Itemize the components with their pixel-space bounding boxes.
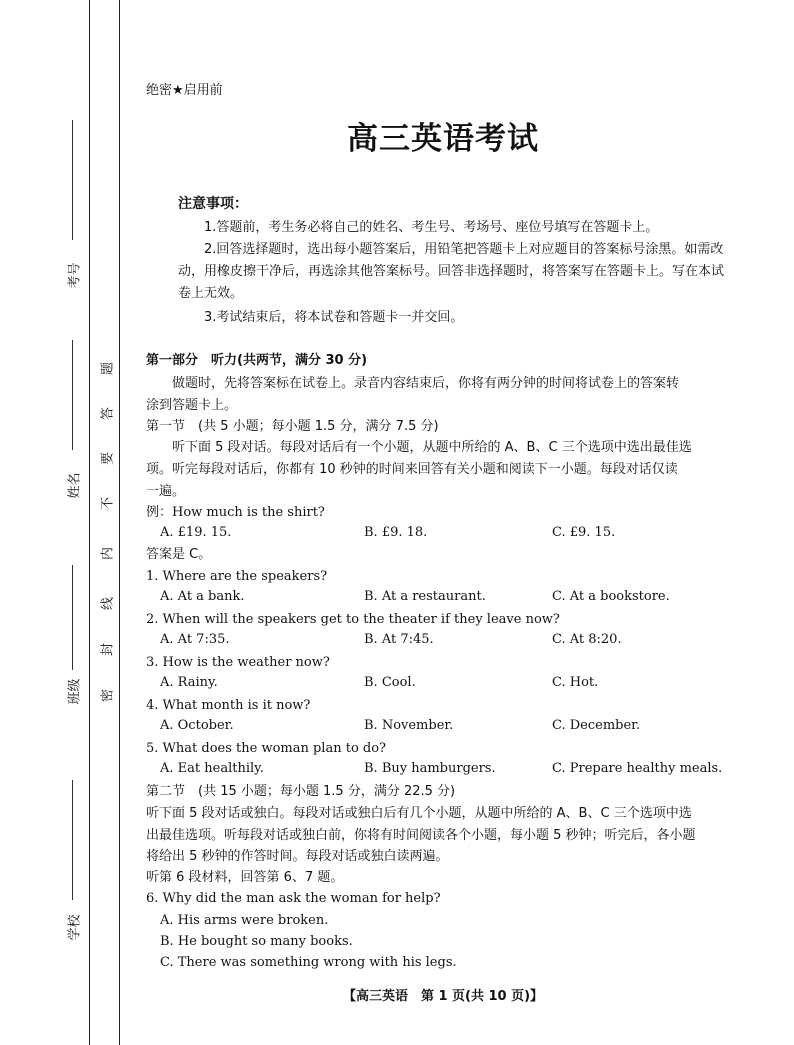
q5-option-c: C. Prepare healthy meals. bbox=[552, 761, 723, 776]
seal-char: 不 bbox=[100, 497, 116, 511]
seal-char: 要 bbox=[100, 452, 116, 466]
q6-option-a: A. His arms were broken. bbox=[160, 913, 329, 928]
q3-option-b: B. Cool. bbox=[364, 675, 416, 690]
q4-option-c: C. December. bbox=[552, 718, 641, 733]
question-1: 1. Where are the speakers? bbox=[146, 569, 328, 584]
seal-char: 题 bbox=[100, 362, 116, 376]
q1-option-a: A. At a bank. bbox=[160, 589, 245, 604]
school-label: 学校 bbox=[67, 914, 83, 941]
notice-item: 2.回答选择题时，选出每小题答案后，用铅笔把答题卡上对应题目的答案标号涂黑。如需改动，用橡皮擦干净后，再选涂其他答案标号。回答非选择题时，将答案写在答题卡上。写在本试卷上无效。 bbox=[178, 242, 725, 301]
seal-char: 封 bbox=[100, 643, 116, 657]
name-label: 姓名 bbox=[67, 472, 83, 499]
example-option-c: C. £9. 15. bbox=[552, 525, 616, 540]
q2-option-c: C. At 8:20. bbox=[552, 632, 622, 647]
notice-heading: 注意事项： bbox=[178, 196, 248, 212]
page-title: 高三英语考试 bbox=[347, 121, 539, 157]
q1-option-c: C. At a bookstore. bbox=[552, 589, 670, 604]
section2-heading: 第二节 (共 15 小题；每小题 1.5 分，满分 22.5 分) bbox=[146, 784, 456, 799]
secret-mark: 绝密★启用前 bbox=[146, 83, 223, 98]
binding-line-outer bbox=[89, 0, 90, 1045]
q4-option-b: B. November. bbox=[364, 718, 454, 733]
school-field[interactable] bbox=[72, 780, 73, 900]
page-footer: 【高三英语 第 1 页(共 10 页)】 bbox=[342, 989, 544, 1004]
question-4: 4. What month is it now? bbox=[146, 698, 311, 713]
section2-intro: 出最佳选项。听每段对话或独白前，你将有时间阅读各个小题，每小题 5 秒钟；听完后，各小题 bbox=[146, 828, 696, 843]
q5-option-b: B. Buy hamburgers. bbox=[364, 761, 496, 776]
q5-option-a: A. Eat healthily. bbox=[160, 761, 264, 776]
question-5: 5. What does the woman plan to do? bbox=[146, 741, 387, 756]
section1-intro: 一遍。 bbox=[146, 484, 186, 499]
exam-no-field[interactable] bbox=[72, 120, 73, 240]
class-label: 班级 bbox=[67, 678, 83, 705]
section1-heading: 第一节 (共 5 小题；每小题 1.5 分，满分 7.5 分) bbox=[146, 419, 439, 434]
seal-char: 线 bbox=[100, 597, 116, 611]
part1-heading: 第一部分 听力(共两节，满分 30 分) bbox=[146, 353, 368, 368]
exam-no-label: 考号 bbox=[67, 262, 83, 289]
section2-intro: 将给出 5 秒钟的作答时间。每段对话或独白读两遍。 bbox=[146, 849, 449, 864]
q1-option-b: B. At a restaurant. bbox=[364, 589, 486, 604]
seal-char: 内 bbox=[100, 547, 116, 561]
q2-option-a: A. At 7:35. bbox=[160, 632, 230, 647]
question-2: 2. When will the speakers get to the theater if they leave now? bbox=[146, 612, 560, 627]
example-answer: 答案是 C。 bbox=[146, 547, 212, 562]
section2-intro: 听下面 5 段对话或独白。每段对话或独白后有几个小题，从题中所给的 A、B、C 三个选项中选 bbox=[146, 806, 692, 821]
q3-option-a: A. Rainy. bbox=[160, 675, 218, 690]
name-field[interactable] bbox=[72, 340, 73, 450]
example-question: 例：How much is the shirt? bbox=[146, 505, 325, 520]
q3-option-c: C. Hot. bbox=[552, 675, 599, 690]
seal-char: 答 bbox=[100, 407, 116, 421]
section1-intro: 项。听完每段对话后，你都有 10 秒钟的时间来回答有关小题和阅读下一小题。每段对话仅读 bbox=[146, 462, 678, 477]
q6-option-c: C. There was something wrong with his legs. bbox=[160, 955, 457, 970]
seal-char: 密 bbox=[100, 689, 116, 703]
q4-option-a: A. October. bbox=[160, 718, 234, 733]
notice-item: 3.考试结束后，将本试卷和答题卡一并交回。 bbox=[204, 310, 464, 325]
example-option-b: B. £9. 18. bbox=[364, 525, 428, 540]
question-6: 6. Why did the man ask the woman for help? bbox=[146, 891, 441, 906]
notice-item: 1.答题前，考生务必将自己的姓名、考生号、考场号、座位号填写在答题卡上。 bbox=[204, 220, 659, 235]
part1-intro: 做题时，先将答案标在试卷上。录音内容结束后，你将有两分钟的时间将试卷上的答案转 bbox=[172, 376, 680, 391]
class-field[interactable] bbox=[72, 565, 73, 670]
example-option-a: A. £19. 15. bbox=[160, 525, 232, 540]
binding-line-inner bbox=[119, 0, 120, 1045]
section1-intro: 听下面 5 段对话。每段对话后有一个小题，从题中所给的 A、B、C 三个选项中选出最佳选 bbox=[172, 440, 692, 455]
material-note: 听第 6 段材料，回答第 6、7 题。 bbox=[146, 870, 344, 885]
q2-option-b: B. At 7:45. bbox=[364, 632, 434, 647]
q6-option-b: B. He bought so many books. bbox=[160, 934, 353, 949]
question-3: 3. How is the weather now? bbox=[146, 655, 330, 670]
part1-intro: 涂到答题卡上。 bbox=[146, 398, 238, 413]
